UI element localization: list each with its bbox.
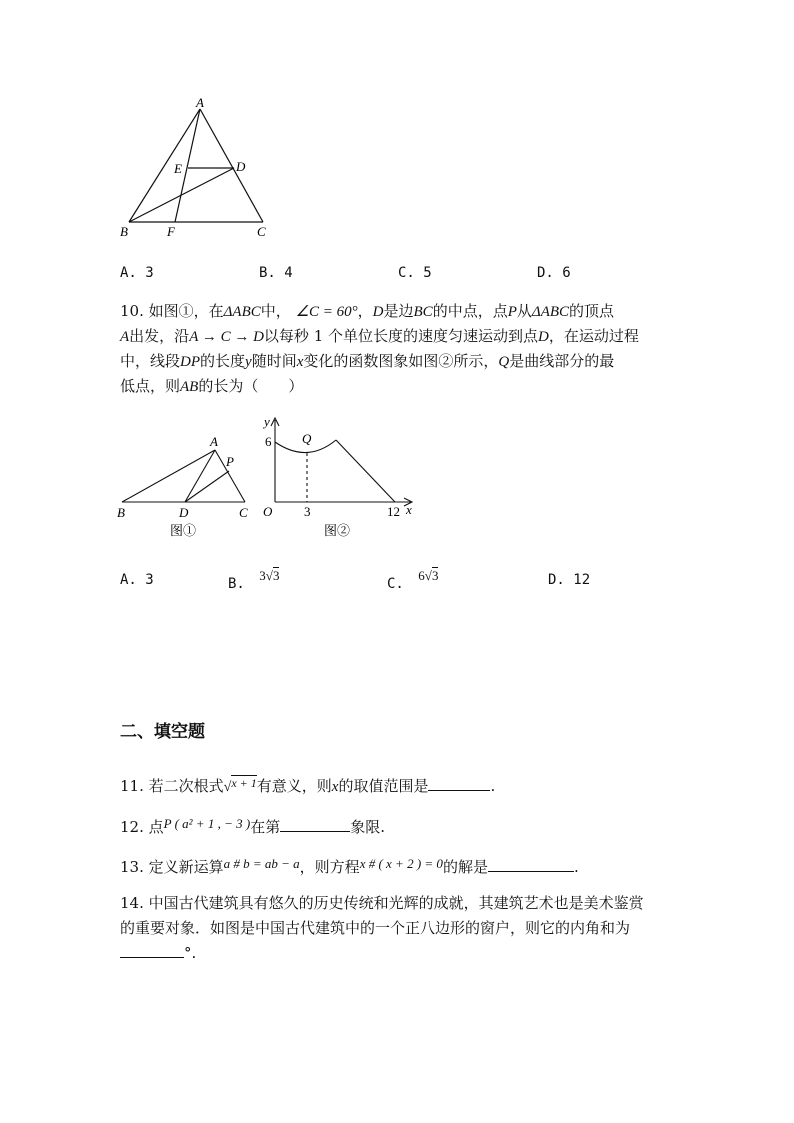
q10-line3: 中，线段DP的长度y随时间x变化的函数图象如图②所示，Q是曲线部分的最 bbox=[120, 352, 615, 370]
label-x: x bbox=[406, 502, 412, 517]
linear-segment bbox=[336, 440, 395, 502]
q9-option-d: D. 6 bbox=[537, 265, 571, 281]
label-e: E bbox=[174, 161, 182, 176]
q11: 11. 若二次根式√$^{x + 1}$有意义，则x的取值范围是 . bbox=[120, 776, 496, 795]
function-graph-figure-2 bbox=[258, 412, 423, 542]
label-b: B bbox=[120, 224, 128, 239]
q13: 13. 定义新运算a # b = ab − a，则方程x # ( x + 2 ) = 0的解是 . bbox=[120, 856, 579, 876]
label-a: A bbox=[196, 95, 204, 110]
label-three: 3 bbox=[304, 504, 311, 519]
q14-line3: °. bbox=[120, 942, 196, 964]
label-y: y bbox=[264, 414, 270, 429]
q9-option-a: A. 3 bbox=[120, 265, 154, 281]
q13-answer-blank[interactable] bbox=[488, 857, 574, 872]
q10-line2: A出发，沿A → C → D以每秒 1 个单位长度的速度匀速运动到点D，在运动过程 bbox=[120, 327, 639, 345]
q10-option-b: B. 3√3 bbox=[228, 568, 280, 592]
q9-option-c: C. 5 bbox=[398, 265, 432, 281]
section-title: 二、填空题 bbox=[120, 722, 205, 742]
label-a: A bbox=[210, 434, 218, 449]
label-q: Q bbox=[302, 431, 312, 446]
q9-option-b: B. 4 bbox=[259, 265, 293, 281]
label-twelve: 12 bbox=[387, 504, 400, 519]
label-o: O bbox=[263, 504, 273, 519]
q10-line1: 10. 如图①，在ΔABC中， ∠C = 60°，D是边BC的中点，点P从ΔABC的顶点 bbox=[120, 302, 615, 320]
segment-bd bbox=[129, 168, 234, 222]
q10-option-a: A. 3 bbox=[120, 572, 154, 588]
q12: 12. 点P ( a² + 1 , − 3 )在第 象限. bbox=[120, 816, 385, 836]
label-f: F bbox=[167, 224, 175, 239]
label-six: 6 bbox=[265, 434, 272, 449]
figure-1-caption: 图① bbox=[170, 523, 197, 538]
q11-answer-blank[interactable] bbox=[428, 776, 490, 791]
label-c: C bbox=[257, 224, 266, 239]
q14-line2: 的重要对象．如图是中国古代建筑中的一个正八边形的窗户，则它的内角和为 bbox=[120, 919, 631, 937]
label-d: D bbox=[236, 159, 246, 174]
q12-answer-blank[interactable] bbox=[280, 817, 350, 832]
label-p: P bbox=[226, 454, 234, 469]
triangle-figure-1 bbox=[112, 430, 262, 542]
q14-answer-blank[interactable] bbox=[120, 943, 184, 958]
figure-2-caption: 图② bbox=[324, 523, 351, 538]
segment-ba bbox=[122, 450, 215, 502]
segment-dp bbox=[185, 471, 229, 502]
label-c: C bbox=[239, 505, 248, 520]
label-d: D bbox=[179, 505, 189, 520]
q10-line4: 低点，则AB的长为（ ） bbox=[120, 377, 304, 395]
triangle-figure-q9 bbox=[112, 95, 282, 245]
q14-line1: 14. 中国古代建筑具有悠久的历史传统和光辉的成就，其建筑艺术也是美术鉴赏 bbox=[120, 894, 644, 912]
segment-ac bbox=[200, 109, 263, 222]
segment-ab bbox=[129, 109, 200, 222]
q10-option-d: D. 12 bbox=[548, 572, 591, 588]
label-b: B bbox=[117, 505, 125, 520]
q10-option-c: C. 6√3 bbox=[387, 568, 439, 592]
